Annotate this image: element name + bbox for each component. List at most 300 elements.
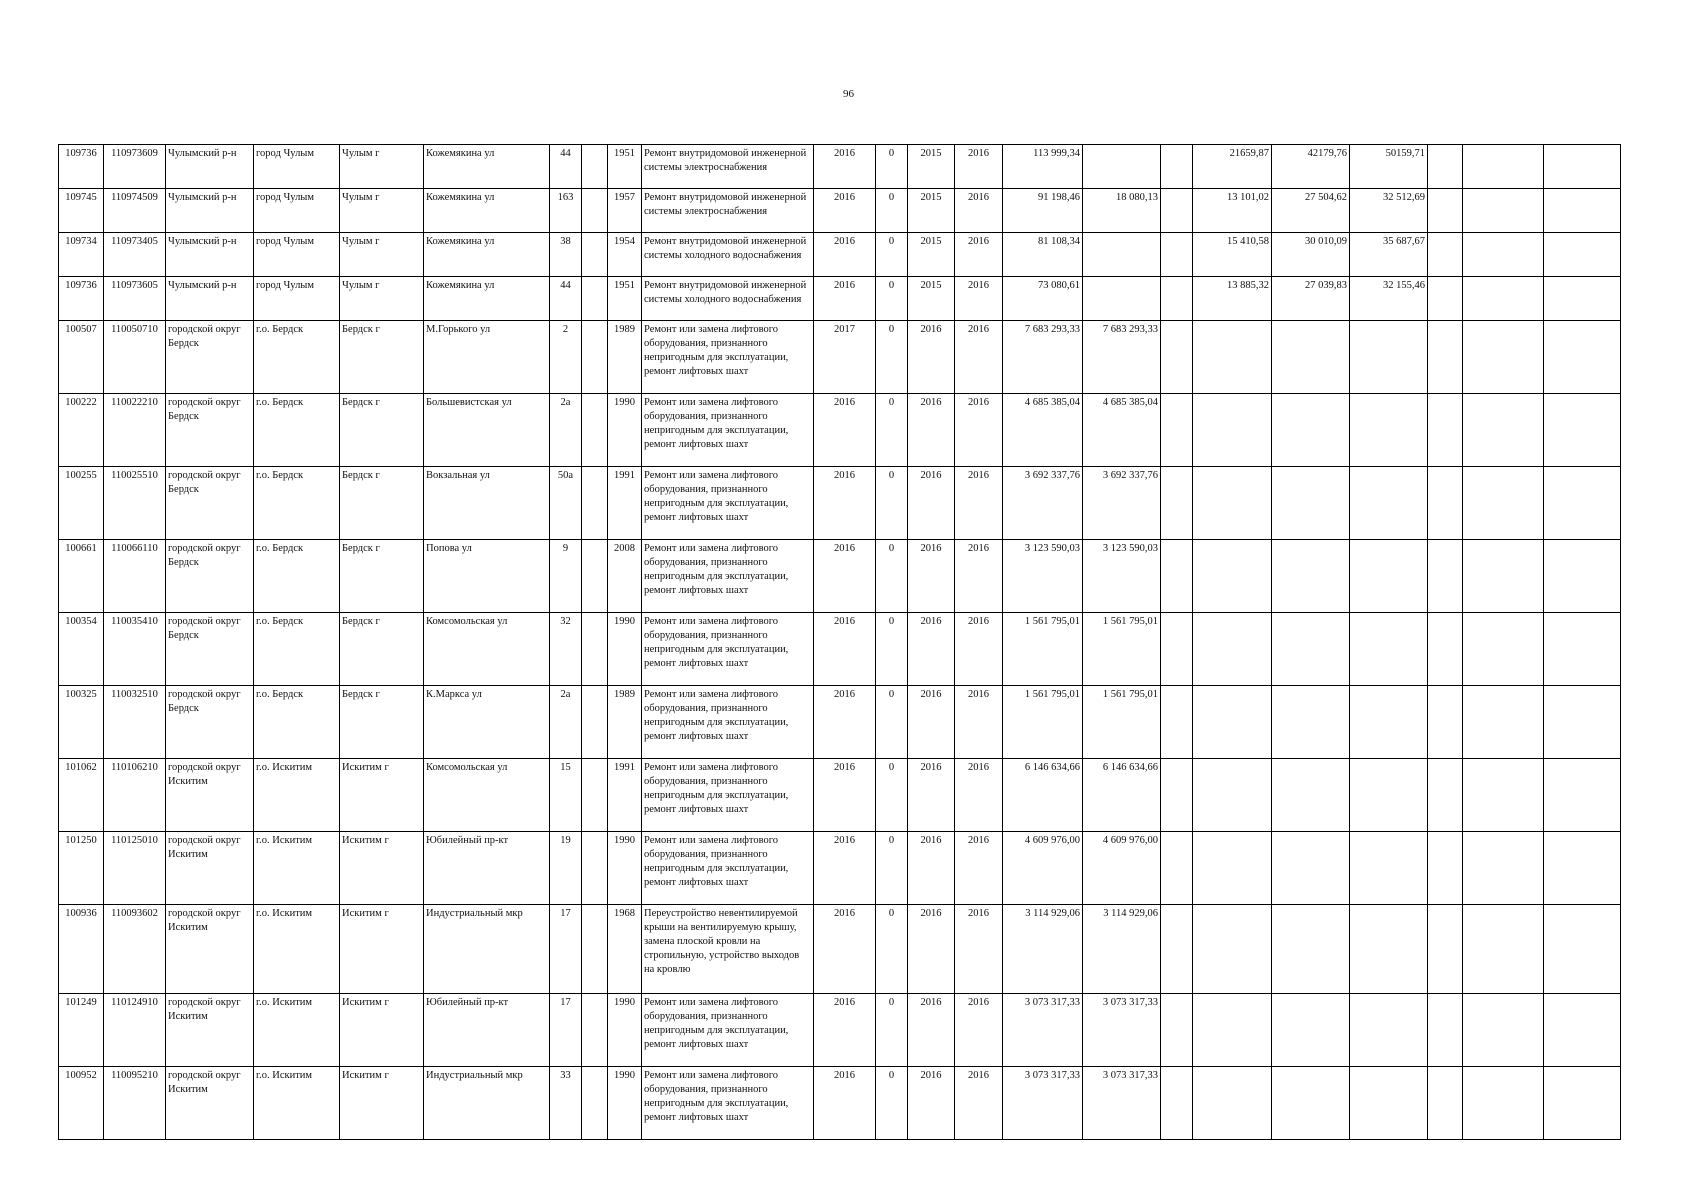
cell-cost-col-19	[1272, 905, 1350, 994]
cell-house-number: 50а	[550, 467, 582, 540]
cell-total-cost: 4 609 976,00	[1003, 832, 1083, 905]
cell-total-cost: 6 146 634,66	[1003, 759, 1083, 832]
cell-building	[582, 189, 608, 233]
cell-cost-col-22	[1463, 686, 1544, 759]
cell-house-number: 38	[550, 233, 582, 277]
cell-building	[582, 994, 608, 1067]
cell-house-number: 15	[550, 759, 582, 832]
cell-total-cost: 3 073 317,33	[1003, 994, 1083, 1067]
cell-deviation: 0	[876, 994, 908, 1067]
cell-start-year: 2015	[908, 233, 955, 277]
cell-deviation: 0	[876, 540, 908, 613]
cell-end-year: 2016	[955, 540, 1003, 613]
table-row	[59, 321, 1621, 394]
cell-street: Комсомольская ул	[424, 613, 550, 686]
cell-cost-fund: 3 123 590,03	[1083, 540, 1161, 613]
cell-building	[582, 145, 608, 189]
cell-work-type: Ремонт или замена лифтового оборудования, признанного непригодным для эксплуатации, ремонт лифтовых шахт	[642, 467, 814, 540]
cell-cost-col-19	[1272, 759, 1350, 832]
cell-locality: Бердск г	[340, 394, 424, 467]
cell-planned-year: 2016	[814, 277, 876, 321]
cell-total-cost: 3 114 929,06	[1003, 905, 1083, 994]
cell-end-year: 2016	[955, 759, 1003, 832]
cell-building	[582, 277, 608, 321]
cell-locality: Бердск г	[340, 321, 424, 394]
cell-total-cost: 3 123 590,03	[1003, 540, 1083, 613]
cell-cost-fund	[1083, 145, 1161, 189]
cell-cost-col-19: 30 010,09	[1272, 233, 1350, 277]
cell-year-built: 1989	[608, 321, 642, 394]
cell-cost-col-17	[1161, 277, 1193, 321]
cell-year-built: 1991	[608, 759, 642, 832]
cell-building	[582, 613, 608, 686]
cell-cost-fund: 3 692 337,76	[1083, 467, 1161, 540]
cell-cost-col-18	[1193, 394, 1272, 467]
cell-cost-col-18	[1193, 540, 1272, 613]
cell-total-cost: 4 685 385,04	[1003, 394, 1083, 467]
cell-cost-col-21	[1428, 277, 1463, 321]
cell-year-built: 1957	[608, 189, 642, 233]
cell-object-code: 110124910	[104, 994, 166, 1067]
cell-cost-fund: 1 561 795,01	[1083, 686, 1161, 759]
cell-year-built: 1954	[608, 233, 642, 277]
cell-municipal-district: городской округ Бердск	[166, 540, 254, 613]
cell-settlement: г.о. Искитим	[254, 832, 340, 905]
cell-cost-col-22	[1463, 613, 1544, 686]
cell-cost-col-20: 32 155,46	[1350, 277, 1428, 321]
table-row	[59, 613, 1621, 686]
cell-cost-col-17	[1161, 759, 1193, 832]
cell-cost-col-20: 32 512,69	[1350, 189, 1428, 233]
cell-planned-year: 2016	[814, 759, 876, 832]
cell-house-id: 100354	[59, 613, 104, 686]
cell-deviation: 0	[876, 145, 908, 189]
cell-cost-col-19	[1272, 994, 1350, 1067]
cell-cost-col-23	[1544, 759, 1621, 832]
cell-cost-fund: 3 114 929,06	[1083, 905, 1161, 994]
cell-cost-col-17	[1161, 832, 1193, 905]
cell-street: Индустриальный мкр	[424, 905, 550, 994]
cell-end-year: 2016	[955, 233, 1003, 277]
cell-street: К.Маркса ул	[424, 686, 550, 759]
cell-total-cost: 73 080,61	[1003, 277, 1083, 321]
cell-cost-col-21	[1428, 832, 1463, 905]
cell-municipal-district: Чулымский р-н	[166, 189, 254, 233]
cell-cost-col-18: 13 885,32	[1193, 277, 1272, 321]
cell-deviation: 0	[876, 189, 908, 233]
table-row	[59, 467, 1621, 540]
cell-object-code: 110973605	[104, 277, 166, 321]
cell-settlement: г.о. Искитим	[254, 759, 340, 832]
cell-end-year: 2016	[955, 277, 1003, 321]
cell-cost-col-23	[1544, 277, 1621, 321]
cell-work-type: Ремонт или замена лифтового оборудования, признанного непригодным для эксплуатации, ремонт лифтовых шахт	[642, 1067, 814, 1140]
table-row	[59, 759, 1621, 832]
cell-house-number: 32	[550, 613, 582, 686]
cell-municipal-district: городской округ Искитим	[166, 905, 254, 994]
table-body	[59, 145, 1621, 1140]
cell-cost-col-23	[1544, 145, 1621, 189]
cell-cost-col-21	[1428, 686, 1463, 759]
cell-total-cost: 1 561 795,01	[1003, 613, 1083, 686]
cell-year-built: 1990	[608, 613, 642, 686]
cell-municipal-district: городской округ Бердск	[166, 686, 254, 759]
cell-start-year: 2016	[908, 613, 955, 686]
cell-cost-col-21	[1428, 394, 1463, 467]
cell-settlement: город Чулым	[254, 233, 340, 277]
cell-municipal-district: Чулымский р-н	[166, 145, 254, 189]
cell-cost-col-22	[1463, 277, 1544, 321]
cell-cost-col-23	[1544, 832, 1621, 905]
cell-cost-col-23	[1544, 994, 1621, 1067]
cell-cost-col-20	[1350, 832, 1428, 905]
cell-house-id: 100507	[59, 321, 104, 394]
cell-street: Попова ул	[424, 540, 550, 613]
cell-municipal-district: городской округ Искитим	[166, 1067, 254, 1140]
cell-house-number: 17	[550, 905, 582, 994]
cell-cost-col-19	[1272, 686, 1350, 759]
cell-object-code: 110035410	[104, 613, 166, 686]
cell-start-year: 2015	[908, 145, 955, 189]
cell-start-year: 2016	[908, 832, 955, 905]
cell-year-built: 1989	[608, 686, 642, 759]
cell-house-number: 9	[550, 540, 582, 613]
cell-street: Индустриальный мкр	[424, 1067, 550, 1140]
table-row	[59, 145, 1621, 189]
cell-cost-col-20	[1350, 994, 1428, 1067]
cell-total-cost: 91 198,46	[1003, 189, 1083, 233]
cell-cost-col-17	[1161, 905, 1193, 994]
cell-cost-col-20	[1350, 686, 1428, 759]
cell-total-cost: 113 999,34	[1003, 145, 1083, 189]
cell-end-year: 2016	[955, 1067, 1003, 1140]
cell-cost-col-18	[1193, 1067, 1272, 1140]
cell-end-year: 2016	[955, 467, 1003, 540]
cell-planned-year: 2016	[814, 832, 876, 905]
cell-cost-col-19	[1272, 467, 1350, 540]
cell-cost-col-20	[1350, 905, 1428, 994]
cell-end-year: 2016	[955, 321, 1003, 394]
cell-start-year: 2016	[908, 321, 955, 394]
cell-settlement: город Чулым	[254, 277, 340, 321]
cell-street: Комсомольская ул	[424, 759, 550, 832]
cell-start-year: 2016	[908, 905, 955, 994]
cell-locality: Чулым г	[340, 277, 424, 321]
cell-total-cost: 3 073 317,33	[1003, 1067, 1083, 1140]
cell-settlement: город Чулым	[254, 189, 340, 233]
cell-planned-year: 2016	[814, 233, 876, 277]
cell-building	[582, 832, 608, 905]
cell-cost-col-19: 42179,76	[1272, 145, 1350, 189]
cell-work-type: Ремонт или замена лифтового оборудования, признанного непригодным для эксплуатации, ремонт лифтовых шахт	[642, 540, 814, 613]
cell-cost-col-21	[1428, 189, 1463, 233]
cell-municipal-district: городской округ Бердск	[166, 613, 254, 686]
cell-year-built: 1951	[608, 145, 642, 189]
cell-house-id: 100222	[59, 394, 104, 467]
cell-deviation: 0	[876, 1067, 908, 1140]
cell-house-id: 101062	[59, 759, 104, 832]
cell-settlement: г.о. Искитим	[254, 1067, 340, 1140]
cell-house-number: 2	[550, 321, 582, 394]
cell-deviation: 0	[876, 905, 908, 994]
cell-cost-col-20	[1350, 321, 1428, 394]
cell-start-year: 2016	[908, 994, 955, 1067]
cell-building	[582, 759, 608, 832]
cell-street: М.Горького ул	[424, 321, 550, 394]
cell-year-built: 1990	[608, 994, 642, 1067]
cell-house-id: 100325	[59, 686, 104, 759]
cell-cost-col-17	[1161, 189, 1193, 233]
cell-locality: Чулым г	[340, 233, 424, 277]
cell-house-id: 109736	[59, 145, 104, 189]
cell-cost-col-19: 27 039,83	[1272, 277, 1350, 321]
cell-house-id: 100255	[59, 467, 104, 540]
cell-cost-col-23	[1544, 905, 1621, 994]
cell-cost-col-23	[1544, 1067, 1621, 1140]
cell-cost-col-19	[1272, 540, 1350, 613]
cell-locality: Бердск г	[340, 540, 424, 613]
cell-house-number: 44	[550, 277, 582, 321]
cell-cost-col-20	[1350, 540, 1428, 613]
cell-object-code: 110093602	[104, 905, 166, 994]
cell-cost-fund	[1083, 277, 1161, 321]
table-row	[59, 394, 1621, 467]
cell-work-type: Переустройство невентилируемой крыши на вентилируемую крышу, замена плоской кровли на стропильную, устройство выходов на кровлю	[642, 905, 814, 994]
cell-planned-year: 2016	[814, 994, 876, 1067]
cell-cost-col-23	[1544, 613, 1621, 686]
cell-year-built: 1951	[608, 277, 642, 321]
cell-cost-col-18: 21659,87	[1193, 145, 1272, 189]
cell-street: Кожемякина ул	[424, 233, 550, 277]
cell-municipal-district: городской округ Искитим	[166, 994, 254, 1067]
cell-total-cost: 81 108,34	[1003, 233, 1083, 277]
cell-municipal-district: городской округ Бердск	[166, 321, 254, 394]
cell-end-year: 2016	[955, 686, 1003, 759]
cell-municipal-district: Чулымский р-н	[166, 233, 254, 277]
cell-work-type: Ремонт или замена лифтового оборудования, признанного непригодным для эксплуатации, ремонт лифтовых шахт	[642, 394, 814, 467]
cell-cost-col-19: 27 504,62	[1272, 189, 1350, 233]
cell-cost-col-18: 13 101,02	[1193, 189, 1272, 233]
cell-year-built: 1990	[608, 394, 642, 467]
cell-settlement: город Чулым	[254, 145, 340, 189]
cell-planned-year: 2016	[814, 394, 876, 467]
cell-settlement: г.о. Искитим	[254, 905, 340, 994]
cell-cost-col-20: 35 687,67	[1350, 233, 1428, 277]
cell-work-type: Ремонт или замена лифтового оборудования, признанного непригодным для эксплуатации, ремонт лифтовых шахт	[642, 994, 814, 1067]
cell-cost-col-21	[1428, 467, 1463, 540]
cell-start-year: 2016	[908, 394, 955, 467]
cell-cost-col-21	[1428, 540, 1463, 613]
cell-settlement: г.о. Бердск	[254, 613, 340, 686]
cell-start-year: 2015	[908, 277, 955, 321]
cell-year-built: 1990	[608, 832, 642, 905]
cell-cost-col-17	[1161, 1067, 1193, 1140]
cell-building	[582, 394, 608, 467]
cell-house-id: 109734	[59, 233, 104, 277]
cell-planned-year: 2016	[814, 145, 876, 189]
cell-object-code: 110973405	[104, 233, 166, 277]
cell-start-year: 2016	[908, 1067, 955, 1140]
cell-cost-col-22	[1463, 832, 1544, 905]
cell-object-code: 110125010	[104, 832, 166, 905]
cell-house-number: 2а	[550, 394, 582, 467]
cell-object-code: 110022210	[104, 394, 166, 467]
cell-cost-col-17	[1161, 321, 1193, 394]
cell-house-number: 163	[550, 189, 582, 233]
cell-house-id: 100936	[59, 905, 104, 994]
cell-cost-col-19	[1272, 394, 1350, 467]
cell-cost-col-23	[1544, 394, 1621, 467]
cell-cost-col-18	[1193, 686, 1272, 759]
cell-cost-col-22	[1463, 321, 1544, 394]
cell-work-type: Ремонт или замена лифтового оборудования, признанного непригодным для эксплуатации, ремонт лифтовых шахт	[642, 321, 814, 394]
cell-municipal-district: Чулымский р-н	[166, 277, 254, 321]
cell-cost-col-21	[1428, 613, 1463, 686]
cell-cost-col-23	[1544, 233, 1621, 277]
cell-end-year: 2016	[955, 994, 1003, 1067]
cell-cost-fund: 1 561 795,01	[1083, 613, 1161, 686]
cell-house-id: 100661	[59, 540, 104, 613]
cell-house-id: 109745	[59, 189, 104, 233]
cell-year-built: 1991	[608, 467, 642, 540]
cell-object-code: 110974509	[104, 189, 166, 233]
table-row	[59, 277, 1621, 321]
cell-cost-col-17	[1161, 613, 1193, 686]
cell-house-number: 17	[550, 994, 582, 1067]
cell-planned-year: 2016	[814, 613, 876, 686]
cell-settlement: г.о. Бердск	[254, 540, 340, 613]
cell-cost-col-21	[1428, 233, 1463, 277]
cell-cost-col-21	[1428, 759, 1463, 832]
cell-year-built: 2008	[608, 540, 642, 613]
cell-cost-fund: 4 609 976,00	[1083, 832, 1161, 905]
cell-cost-fund: 7 683 293,33	[1083, 321, 1161, 394]
cell-cost-col-22	[1463, 467, 1544, 540]
cell-cost-col-20	[1350, 467, 1428, 540]
cell-end-year: 2016	[955, 905, 1003, 994]
cell-cost-col-18: 15 410,58	[1193, 233, 1272, 277]
cell-cost-col-18	[1193, 832, 1272, 905]
cell-cost-fund: 6 146 634,66	[1083, 759, 1161, 832]
cell-building	[582, 686, 608, 759]
table-row	[59, 832, 1621, 905]
cell-year-built: 1990	[608, 1067, 642, 1140]
cell-cost-col-21	[1428, 994, 1463, 1067]
cell-cost-col-19	[1272, 1067, 1350, 1140]
cell-cost-col-20	[1350, 1067, 1428, 1140]
cell-cost-col-21	[1428, 1067, 1463, 1140]
cell-settlement: г.о. Бердск	[254, 467, 340, 540]
cell-cost-col-18	[1193, 994, 1272, 1067]
cell-work-type: Ремонт или замена лифтового оборудования, признанного непригодным для эксплуатации, ремонт лифтовых шахт	[642, 832, 814, 905]
cell-year-built: 1968	[608, 905, 642, 994]
cell-locality: Искитим г	[340, 994, 424, 1067]
cell-object-code: 110066110	[104, 540, 166, 613]
cell-end-year: 2016	[955, 189, 1003, 233]
cell-cost-col-21	[1428, 905, 1463, 994]
cell-cost-col-17	[1161, 233, 1193, 277]
cell-deviation: 0	[876, 832, 908, 905]
cell-planned-year: 2017	[814, 321, 876, 394]
cell-planned-year: 2016	[814, 905, 876, 994]
cell-end-year: 2016	[955, 613, 1003, 686]
cell-cost-col-18	[1193, 759, 1272, 832]
cell-work-type: Ремонт или замена лифтового оборудования, признанного непригодным для эксплуатации, ремонт лифтовых шахт	[642, 686, 814, 759]
cell-end-year: 2016	[955, 394, 1003, 467]
cell-cost-col-22	[1463, 994, 1544, 1067]
cell-cost-col-23	[1544, 189, 1621, 233]
cell-work-type: Ремонт или замена лифтового оборудования, признанного непригодным для эксплуатации, ремонт лифтовых шахт	[642, 613, 814, 686]
cell-house-id: 101249	[59, 994, 104, 1067]
registry-table	[58, 144, 1621, 1140]
cell-planned-year: 2016	[814, 540, 876, 613]
cell-cost-col-23	[1544, 321, 1621, 394]
cell-cost-col-21	[1428, 145, 1463, 189]
cell-cost-col-20: 50159,71	[1350, 145, 1428, 189]
cell-cost-col-20	[1350, 759, 1428, 832]
table-row	[59, 686, 1621, 759]
cell-locality: Искитим г	[340, 832, 424, 905]
cell-municipal-district: городской округ Искитим	[166, 832, 254, 905]
cell-street: Большевистская ул	[424, 394, 550, 467]
cell-building	[582, 467, 608, 540]
cell-cost-col-17	[1161, 145, 1193, 189]
cell-cost-col-17	[1161, 467, 1193, 540]
cell-object-code: 110050710	[104, 321, 166, 394]
cell-street: Вокзальная ул	[424, 467, 550, 540]
cell-cost-col-23	[1544, 467, 1621, 540]
cell-house-number: 33	[550, 1067, 582, 1140]
cell-cost-col-18	[1193, 321, 1272, 394]
cell-work-type: Ремонт внутридомовой инженерной системы холодного водоснабжения	[642, 277, 814, 321]
cell-deviation: 0	[876, 613, 908, 686]
cell-locality: Чулым г	[340, 145, 424, 189]
table-row	[59, 905, 1621, 994]
cell-deviation: 0	[876, 277, 908, 321]
cell-cost-col-19	[1272, 321, 1350, 394]
cell-cost-col-22	[1463, 394, 1544, 467]
cell-planned-year: 2016	[814, 1067, 876, 1140]
cell-object-code: 110973609	[104, 145, 166, 189]
cell-deviation: 0	[876, 686, 908, 759]
cell-house-id: 100952	[59, 1067, 104, 1140]
cell-cost-col-19	[1272, 613, 1350, 686]
cell-start-year: 2016	[908, 540, 955, 613]
cell-municipal-district: городской округ Бердск	[166, 467, 254, 540]
cell-municipal-district: городской округ Бердск	[166, 394, 254, 467]
cell-settlement: г.о. Бердск	[254, 686, 340, 759]
cell-settlement: г.о. Искитим	[254, 994, 340, 1067]
cell-street: Юбилейный пр-кт	[424, 832, 550, 905]
cell-settlement: г.о. Бердск	[254, 394, 340, 467]
table-row	[59, 233, 1621, 277]
cell-work-type: Ремонт или замена лифтового оборудования, признанного непригодным для эксплуатации, ремонт лифтовых шахт	[642, 759, 814, 832]
cell-cost-col-22	[1463, 189, 1544, 233]
cell-cost-fund: 4 685 385,04	[1083, 394, 1161, 467]
cell-cost-fund: 3 073 317,33	[1083, 994, 1161, 1067]
cell-cost-col-18	[1193, 905, 1272, 994]
cell-start-year: 2016	[908, 759, 955, 832]
cell-end-year: 2016	[955, 832, 1003, 905]
cell-cost-col-22	[1463, 1067, 1544, 1140]
cell-deviation: 0	[876, 233, 908, 277]
cell-locality: Искитим г	[340, 1067, 424, 1140]
table-row	[59, 994, 1621, 1067]
table-row	[59, 1067, 1621, 1140]
cell-locality: Бердск г	[340, 467, 424, 540]
cell-cost-col-22	[1463, 759, 1544, 832]
cell-deviation: 0	[876, 467, 908, 540]
